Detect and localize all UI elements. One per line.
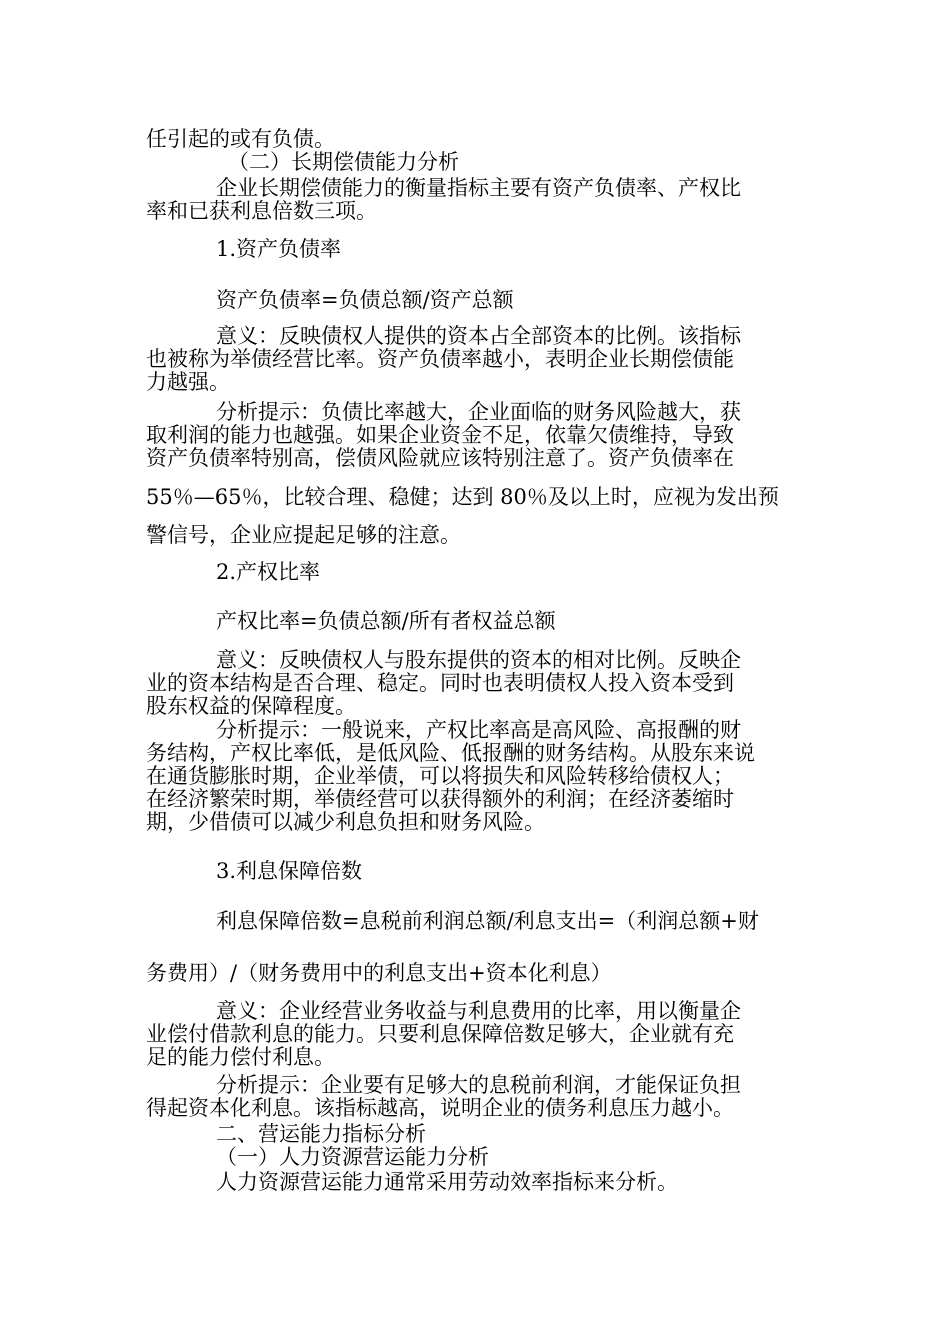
formula-interest-coverage-cont: [146, 962, 810, 985]
heading-human-resource: [146, 1146, 880, 1169]
text-line: 2.产权比率: [216, 560, 321, 584]
formula-debt-ratio: [146, 289, 880, 312]
text-line: 在经济繁荣时期，举债经营可以获得额外的利润；在经济萎缩时: [146, 787, 734, 811]
text-line: 分析提示：负债比率越大，企业面临的财务风险越大，获: [216, 400, 741, 424]
paragraph-equity-ratio-meaning: [146, 649, 810, 718]
text-line: 业的资本结构是否合理、稳定。同时也表明债权人投入资本受到: [146, 671, 734, 695]
text-line: 分析提示：企业要有足够大的息税前利润，才能保证负担: [216, 1073, 741, 1097]
text-line: 分析提示：一般说来，产权比率高是高风险、高报酬的财: [216, 718, 741, 742]
text-line: 意义：反映债权人与股东提供的资本的相对比例。反映企: [216, 648, 741, 672]
text-line: （一）人力资源营运能力分析: [216, 1145, 489, 1169]
text-line: 意义：企业经营业务收益与利息费用的比率，用以衡量企: [216, 999, 741, 1023]
text-line: 1.资产负债率: [216, 237, 342, 261]
text-line: （二）长期偿债能力分析: [228, 150, 459, 174]
text-line: 利息保障倍数=息税前利润总额/利息支出=（利润总额+财: [216, 909, 759, 933]
paragraph-debt-ratio-range: [146, 486, 810, 509]
heading-debt-ratio: [146, 238, 880, 261]
heading-operating-capability: [146, 1123, 880, 1146]
text-line: 也被称为举债经营比率。资产负债率越小，表明企业长期偿债能: [146, 347, 734, 371]
text-line: 任引起的或有负债。: [146, 127, 335, 151]
text-line: 警信号，企业应提起足够的注意。: [146, 523, 461, 547]
text-line: 股东权益的保障程度。: [146, 694, 356, 718]
text-line: 意义：反映债权人提供的资本占全部资本的比例。该指标: [216, 324, 741, 348]
paragraph-equity-ratio-analysis: [146, 719, 810, 834]
paragraph-contingent-liability: [146, 128, 810, 151]
heading-equity-ratio: [146, 561, 880, 584]
heading-long-term-solvency: [146, 151, 892, 174]
text-line: 业偿付借款利息的能力。只要利息保障倍数足够大，企业就有充: [146, 1022, 734, 1046]
formula-interest-coverage: [146, 910, 880, 933]
heading-interest-coverage: [146, 860, 880, 883]
text-line: 得起资本化利息。该指标越高，说明企业的债务利息压力越小。: [146, 1096, 734, 1120]
text-line: 55％—65％，比较合理、稳健；达到 80％及以上时，应视为发出预: [146, 485, 779, 509]
text-line: 足的能力偿付利息。: [146, 1045, 335, 1069]
text-line: 资产负债率=负债总额/资产总额: [216, 288, 514, 312]
text-line: 资产负债率特别高，偿债风险就应该特别注意了。资产负债率在: [146, 446, 734, 470]
paragraph-human-resource: [146, 1171, 880, 1194]
text-line: 在通货膨胀时期，企业举债，可以将损失和风险转移给债权人；: [146, 764, 734, 788]
paragraph-debt-ratio-meaning: [146, 325, 810, 394]
text-line: 产权比率=负债总额/所有者权益总额: [216, 609, 556, 633]
paragraph-debt-ratio-analysis: [146, 401, 810, 470]
paragraph-interest-coverage-meaning: [146, 1000, 810, 1069]
text-line: 人力资源营运能力通常采用劳动效率指标来分析。: [216, 1170, 678, 1194]
formula-equity-ratio: [146, 610, 880, 633]
paragraph-interest-coverage-analysis: [146, 1074, 810, 1120]
text-line: 务费用）/（财务费用中的利息支出+资本化利息）: [146, 961, 612, 985]
text-line: 二、营运能力指标分析: [216, 1122, 426, 1146]
text-line: 取利润的能力也越强。如果企业资金不足，依靠欠债维持，导致: [146, 423, 734, 447]
text-line: 务结构，产权比率低，是低风险、低报酬的财务结构。从股东来说: [146, 741, 755, 765]
text-line: 力越强。: [146, 370, 230, 394]
text-line: 期，少借债可以减少利息负担和财务风险。: [146, 810, 545, 834]
text-line: 企业长期偿债能力的衡量指标主要有资产负债率、产权比: [216, 176, 741, 200]
text-line: 3.利息保障倍数: [216, 859, 363, 883]
paragraph-solvency-indicators: [146, 177, 810, 223]
text-line: 率和已获利息倍数三项。: [146, 199, 377, 223]
paragraph-warning-signal: [146, 524, 810, 547]
